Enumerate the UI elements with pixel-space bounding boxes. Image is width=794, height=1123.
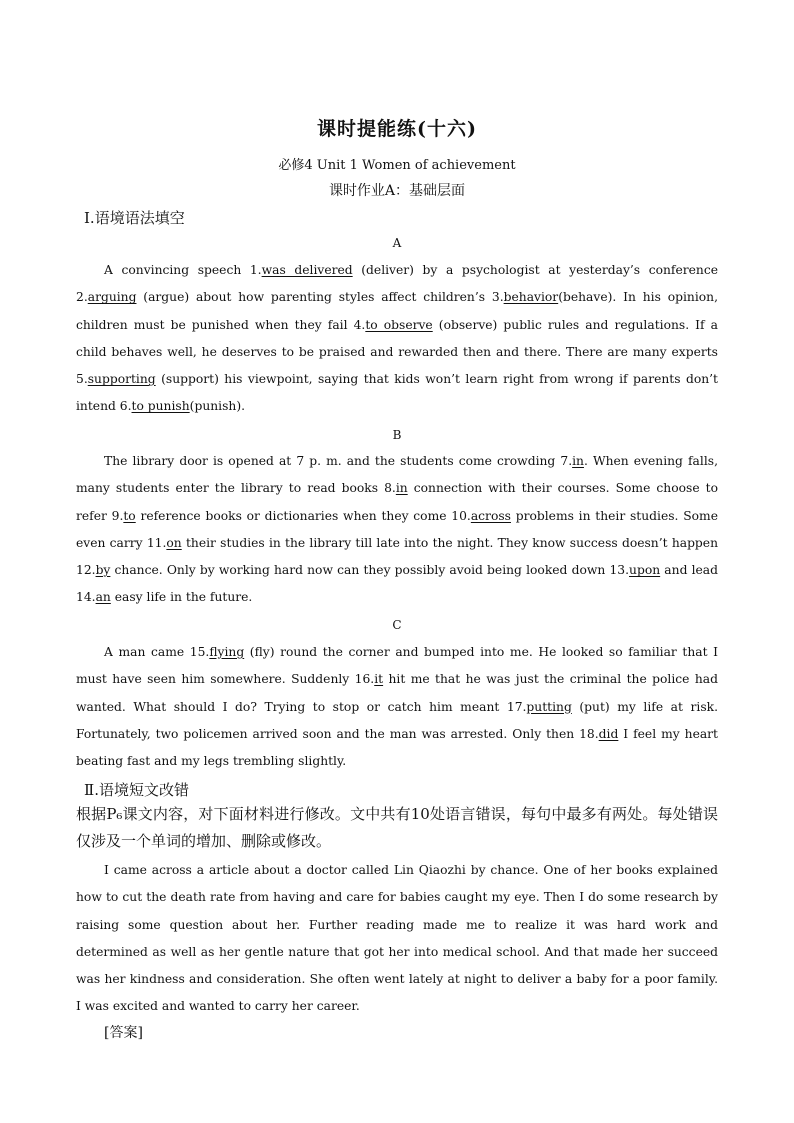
homework-level-subtitle: 课时作业A：基础层面 — [328, 183, 466, 199]
text-segment: their studies in the library till late into the night. They know success doesn’t happen 12. — [76, 535, 719, 578]
answer-label: [答案] — [104, 1025, 143, 1041]
text-segment: (fly) round the corner and bumped into me. He looked so familiar that I must have seen him somewhere. Suddenly 16. — [76, 645, 718, 687]
answer-blank-13: upon — [629, 563, 661, 578]
answer-blank-5: supporting — [87, 372, 156, 387]
text-segment: connection with their courses. Some choose to refer 9. — [76, 481, 718, 523]
part-b-paragraph — [76, 448, 718, 612]
part-a-label: A — [392, 236, 402, 250]
answer-blank-11: on — [166, 535, 182, 550]
text-segment: (deliver) by a psychologist at yesterday’s conference 2. — [76, 263, 719, 305]
text-segment: (observe) public rules and regulations. If a child behaves well, he deserves to be praised and rewarded then and there. There are many experts 5. — [76, 317, 718, 387]
part-c-paragraph — [76, 639, 718, 775]
text-segment: chance. Only by working hard now can they possibly avoid being looked down 13. — [110, 563, 630, 578]
text-segment: (punish). — [189, 399, 246, 414]
text-segment: hit me that he was just the criminal the police had wanted. What should I do? Trying to stop or catch him meant 17. — [76, 672, 718, 714]
text-segment: . When evening falls, many students enter the library to read books 8. — [76, 454, 718, 496]
answer-blank-3: behavior — [503, 290, 559, 305]
text-segment: (behave). In his opinion, children must be punished when they fail 4. — [76, 290, 719, 332]
answer-blank-8: in — [395, 481, 408, 496]
answer-blank-16: it — [374, 672, 384, 687]
section-1-heading: Ⅰ.语境语法填空 — [84, 209, 185, 227]
text-segment: A convincing speech 1. — [104, 263, 262, 277]
text-segment: The library door is opened at 7 p. m. and the students come crowding 7. — [104, 454, 573, 468]
text-segment: (argue) about how parenting styles affect children’s 3. — [136, 290, 504, 305]
text-segment: (support) his viewpoint, saying that kids won’t learn right from wrong if parents don’t intend 6. — [76, 372, 718, 414]
answer-blank-10: across — [470, 508, 511, 523]
answer-blank-17: putting — [526, 699, 572, 714]
answer-blank-12: by — [95, 563, 111, 578]
answer-blank-15: flying — [209, 645, 245, 659]
answer-blank-7: in — [572, 454, 584, 468]
text-segment: problems in their studies. Some even carry 11. — [76, 508, 718, 550]
answer-blank-14: an — [95, 590, 111, 605]
text-segment: reference books or dictionaries when they come 10. — [135, 508, 471, 523]
section-2-instruction: 根据P₆课文内容，对下面材料进行修改。文中共有10处语言错误，每句中最多有两处。每处错误仅涉及一个单词的增加、删除或修改。 — [76, 805, 718, 850]
part-b-label: B — [392, 428, 402, 442]
text-segment: and lead 14. — [76, 563, 719, 605]
answer-blank-1: was delivered — [261, 263, 353, 277]
answer-blank-2: arguing — [87, 290, 137, 305]
answer-blank-6: to punish — [131, 399, 190, 414]
part-c-label: C — [392, 618, 402, 632]
text-segment: easy life in the future. — [110, 590, 253, 605]
answer-blank-4: to observe — [365, 317, 433, 332]
section-2-heading: Ⅱ.语境短文改错 — [84, 781, 189, 799]
unit-subtitle: 必修4 Unit 1 Women of achievement — [278, 158, 516, 173]
error-correction-passage: I came across a article about a doctor called Lin Qiaozhi by chance. One of her books explained how to cut the death rate from having and care for babies caught my eye. Then I do some research by raising some question about her. Further reading made me to realize it was hard work and determined as well as her gentle nature that got her into medical school. And that made her succeed was her kindness and consideration. She often went lately at night to deliver a baby for a poor family. I was excited and wanted to carry her career. — [76, 863, 718, 1014]
text-segment: (put) my life at risk. Fortunately, two policemen arrived soon and the man was arrested. Only then 18. — [76, 699, 718, 741]
text-segment: I feel my heart beating fast and my legs trembling slightly. — [76, 726, 718, 769]
part-a-paragraph — [76, 257, 718, 421]
page-title: 课时提能练(十六) — [317, 118, 477, 140]
text-segment: A man came 15. — [104, 645, 210, 659]
answer-blank-18: did — [598, 726, 619, 741]
answer-blank-9: to — [123, 508, 136, 523]
